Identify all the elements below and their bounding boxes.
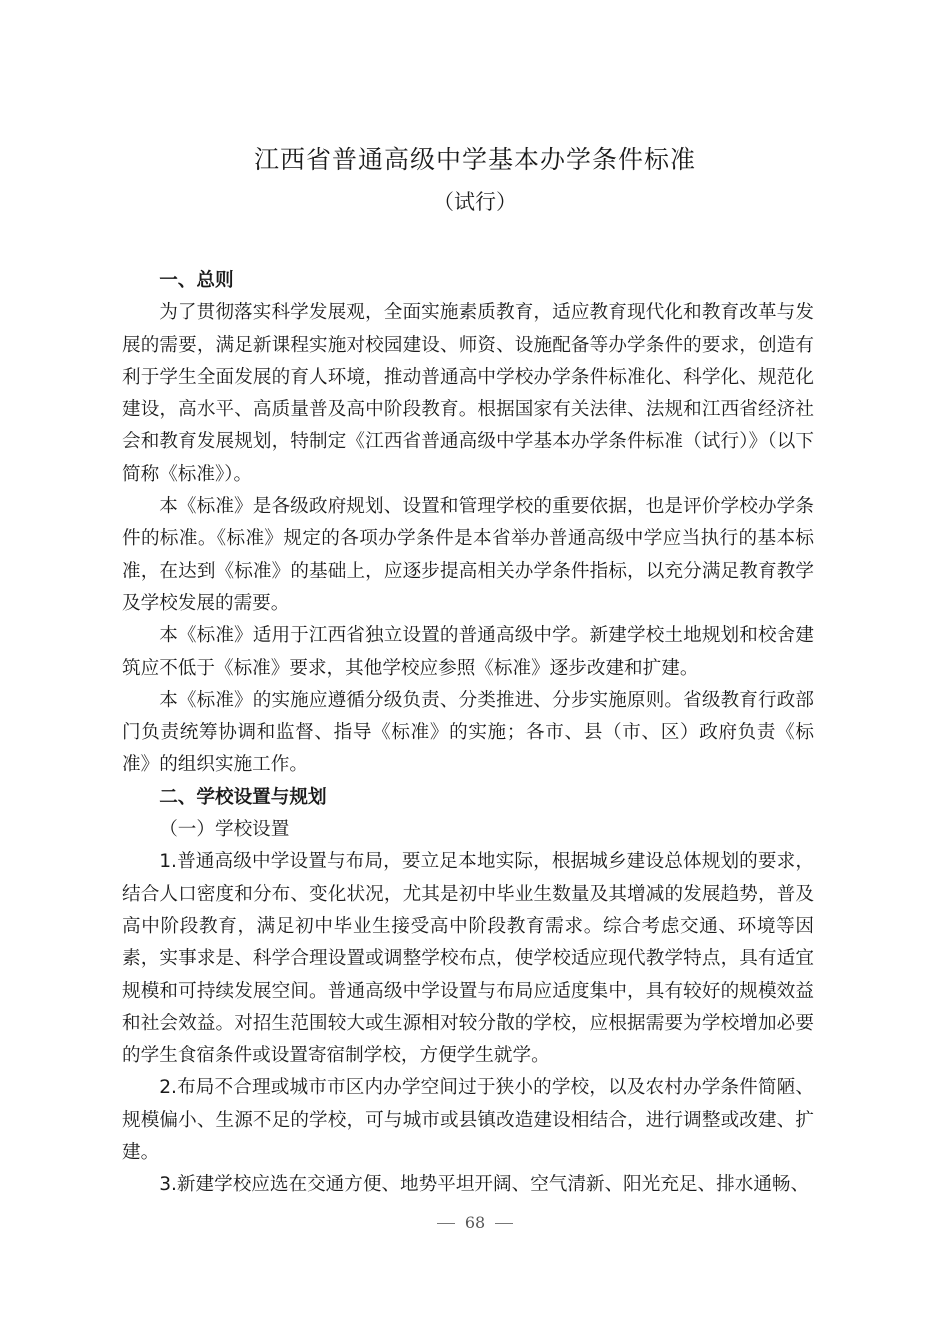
paragraph: 本《标准》是各级政府规划、设置和管理学校的重要依据，也是评价学校办学条件的标准。《标准》规定的各项办学条件是本省举办普通高级中学应当执行的基本标准，在达到《标准》的基础上，应逐步提高相关办学条件指标，以充分满足教育教学及学校发展的需要。: [122, 496, 814, 614]
paragraph: 本《标准》适用于江西省独立设置的普通高级中学。新建学校土地规划和校舍建筑应不低于《标准》要求，其他学校应参照《标准》逐步改建和扩建。: [122, 625, 814, 679]
page-footer: [0, 1213, 950, 1232]
footer-dash-left: [437, 1223, 455, 1224]
paragraph: 为了贯彻落实科学发展观，全面实施素质教育，适应教育现代化和教育改革与发展的需要，满足新课程实施对校园建设、师资、设施配备等办学条件的要求，创造有利于学生全面发展的育人环境，推动普通高中学校办学条件标准化、科学化、规范化建设，高水平、高质量普及高中阶段教育。根据国家有关法律、法规和江西省经济社会和教育发展规划，特制定《江西省普通高级中学基本办学条件标准（试行）》（以下简称《标准》）。: [122, 302, 814, 485]
document-title: 江西省普通高级中学基本办学条件标准: [253, 145, 696, 174]
paragraph: 本《标准》的实施应遵循分级负责、分类推进、分步实施原则。省级教育行政部门负责统筹协调和监督、指导《标准》的实施；各市、县（市、区）政府负责《标准》的组织实施工作。: [122, 689, 814, 776]
footer-dash-right: [495, 1223, 513, 1224]
paragraph: 1.普通高级中学设置与布局，要立足本地实际，根据城乡建设总体规划的要求，结合人口密度和分布、变化状况，尤其是初中毕业生数量及其增减的发展趋势，普及高中阶段教育，满足初中毕业生接受高中阶段教育需求。综合考虑交通、环境等因素，实事求是、科学合理设置或调整学校布点，使学校适应现代教学特点，具有适宜规模和可持续发展空间。普通高级中学设置与布局应适度集中，具有较好的规模效益和社会效益。对招生范围较大或生源相对较分散的学校，应根据需要为学校增加必要的学生食宿条件或设置寄宿制学校，方便学生就学。: [122, 851, 814, 1067]
paragraph: 3.新建学校应选在交通方便、地势平坦开阔、空气清新、阳光充足、排水通畅、: [159, 1174, 810, 1196]
page-number: 68: [464, 1213, 486, 1232]
paragraph: 2.布局不合理或城市市区内办学空间过于狭小的学校，以及农村办学条件简陋、规模偏小、生源不足的学校，可与城市或县镇改造建设相结合，进行调整或改建、扩建。: [122, 1077, 814, 1164]
section-heading-school-setup: 二、学校设置与规划: [159, 786, 327, 808]
subsection-heading: （一）学校设置: [159, 819, 290, 841]
section-heading-general: 一、总则: [159, 270, 234, 291]
document-body: [122, 265, 814, 1202]
document-subtitle: （试行）: [433, 190, 517, 214]
